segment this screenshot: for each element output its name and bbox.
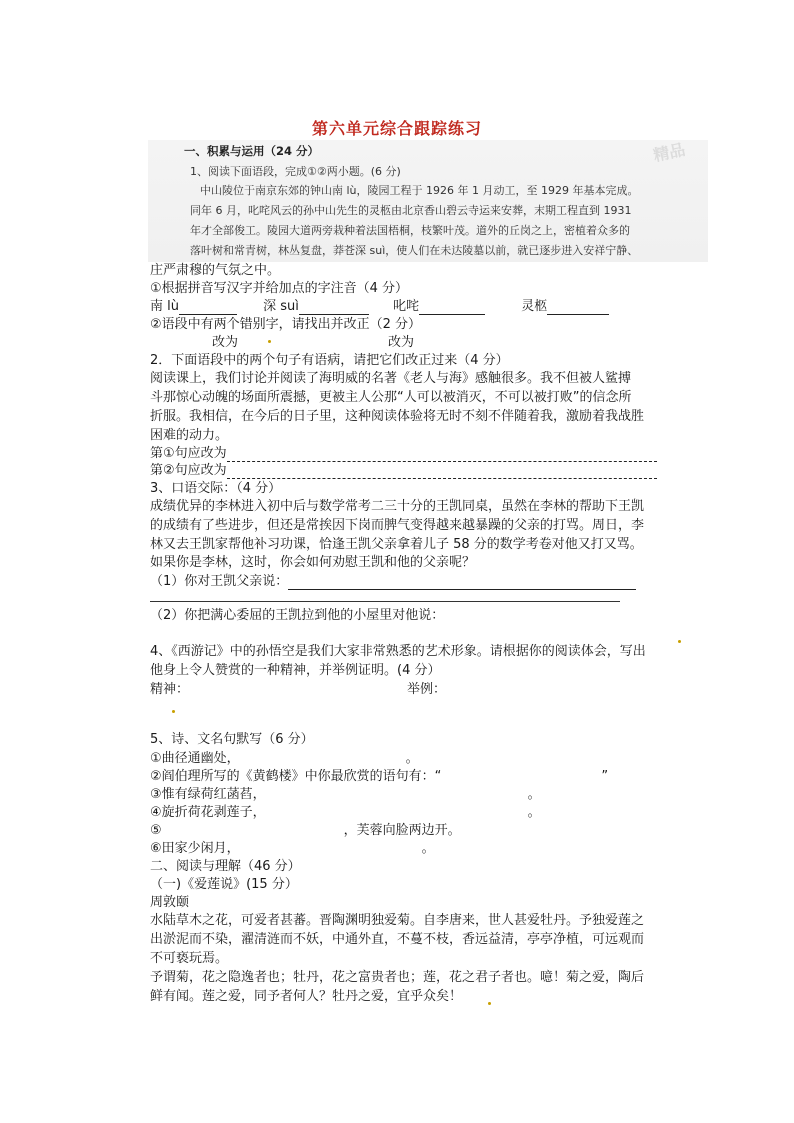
text-line: 予谓菊，花之隐逸者也；牡丹，花之富贵者也；莲，花之君子者也。噫！菊之爱，陶后 (150, 970, 645, 985)
text-line: （2）你把满心委屈的王凯拉到他的小屋里对他说： (150, 608, 445, 623)
text-line: 阅读课上，我们讨论并阅读了海明威的名著《老人与海》感触很多。我不但被人鲨搏 (150, 371, 632, 386)
answer-label: 第①句应改为 (150, 446, 227, 461)
text-line: 如果你是李林，这时，你会如何劝慰王凯和他的父亲呢？ (150, 555, 476, 570)
correction-label: 改为 (388, 335, 415, 350)
question-3: 3、口语交际：（4 分） (150, 481, 282, 496)
page-title: 第六单元综合跟踪练习 (311, 119, 482, 138)
poem-row: ⑤ ，芙蓉向脸两边开。 (150, 823, 461, 838)
question-2: 2．下面语段中的两个句子有语病，请把它们改正过来（4 分） (150, 353, 509, 368)
answer-blank[interactable] (419, 301, 485, 315)
text-line: 水陆草木之花，可爱者甚蕃。晋陶渊明独爱菊。自李唐来，世人甚爱牡丹。予独爱莲之 (150, 913, 645, 928)
poem-row: ④旋折荷花剥莲子， 。 (150, 805, 541, 820)
poem-row: ⑥田家少闲月， 。 (150, 841, 435, 856)
passage-line: 同年 6 月，叱咤风云的孙中山先生的灵柩由北京香山碧云寺运来安葬，末期工程直到 1931 (190, 204, 632, 217)
passage-line: 中山陵位于南京东郊的钟山南 lù，陵园工程于 1926 年 1 月动工，至 1929 年基本完成。 (200, 184, 639, 197)
question-1: 1、阅读下面语段，完成①②两小题。(6 分) (190, 165, 401, 178)
text-line: ②语段中有两个错别字，请找出并改正（2 分） (150, 317, 422, 332)
watermark: 精品 (651, 139, 687, 166)
text-line: 庄严肃穆的气氛之中。 (150, 263, 281, 278)
answer-row (150, 573, 636, 590)
poem-row: ①曲径通幽处， 。 (150, 751, 419, 766)
answer-label: 举例： (407, 682, 447, 697)
answer-blank[interactable] (179, 301, 237, 315)
question-5: 5、诗、文名句默写（6 分） (150, 732, 314, 747)
answer-label: 精神： (150, 682, 190, 697)
correction-label: 改为 (212, 335, 239, 350)
text-line: 的成绩有了些进步，但还是常挨因下岗而脾气变得越来越暴躁的父亲的打骂。周日，李 (150, 518, 645, 533)
reading-author: 周敦颐 (150, 895, 190, 910)
text-line: 成绩优异的李林进入初中后与数学常考二三十分的王凯同桌，虽然在李林的帮助下王凯 (150, 499, 645, 514)
answer-blank[interactable] (227, 448, 657, 462)
text-line: ①根据拼音写汉字并给加点的字注音（4 分） (150, 281, 409, 296)
poem-row: ②阎伯理所写的《黄鹤楼》中你最欣赏的语句有：“ ” (150, 769, 609, 784)
section-heading-2: 二、阅读与理解（46 分） (150, 859, 301, 874)
scan-speck (172, 710, 175, 713)
scan-speck (488, 1002, 491, 1005)
pinyin-item: 深 suì (263, 299, 299, 314)
passage-line: 年才全部俊工。陵园大道两旁栽种着法国梧桐，枝繁叶茂。道外的丘岗之上，密植着众多的 (190, 224, 630, 237)
pinyin-row (150, 298, 609, 315)
answer-row (150, 681, 446, 698)
answer-label: 第②句应改为 (150, 463, 227, 478)
pinyin-item: 叱咤 (393, 299, 420, 314)
passage-line: 落叶树和常青树，林丛复盘，莽苍深 suì，使人们在未达陵墓以前，就已逐步进入安祥宁静、 (190, 244, 639, 257)
answer-blank[interactable] (547, 301, 609, 315)
text-line: 鲜有闻。莲之爱，同予者何人？牡丹之爱，宜乎众矣！ (150, 989, 463, 1004)
text-line: 斗那惊心动魄的场面所震撼，更被主人公那“人可以被消灭，不可以被打败”的信念所 (150, 390, 632, 405)
answer-row (150, 462, 657, 479)
answer-blank[interactable] (288, 576, 636, 590)
answer-row (150, 445, 657, 462)
answer-blank[interactable] (299, 301, 369, 315)
poem-row: ③惟有绿荷红菡萏， 。 (150, 787, 541, 802)
scanned-passage (148, 140, 708, 262)
scan-speck (678, 640, 681, 643)
scan-speck (268, 340, 271, 343)
question-4: 4、《西游记》中的孙悟空是我们大家非常熟悉的艺术形象。请根据你的阅读体会，写出 (150, 644, 646, 659)
answer-label: （1）你对王凯父亲说： (150, 574, 289, 589)
answer-blank[interactable] (227, 465, 657, 479)
text-line: 他身上令人赞赏的一种精神，并举例证明。(4 分） (150, 663, 441, 678)
text-line: 不可亵玩焉。 (150, 951, 229, 966)
text-line: 林又去王凯家帮他补习功课，恰逢王凯父亲拿着儿子 58 分的数学考卷对他又打又骂。 (150, 537, 643, 552)
answer-line[interactable] (150, 601, 620, 602)
text-line: 折服。我相信，在今后的日子里，这种阅读体验将无时不刻不伴随着我，激励着我战胜 (150, 409, 645, 424)
answer-blank[interactable] (238, 337, 388, 351)
text-line: 困难的动力。 (150, 428, 229, 443)
pinyin-item: 灵柩 (521, 299, 548, 314)
pinyin-item: 南 lù (150, 299, 179, 314)
section-heading-1: 一、积累与运用（24 分） (184, 144, 320, 158)
text-line: 出淤泥而不染，濯清涟而不妖，中通外直，不蔓不枝，香远益清，亭亭净植，可远观而 (150, 932, 645, 947)
correction-row (150, 334, 414, 351)
reading-title: （一)《爱莲说》(15 分） (150, 877, 298, 892)
